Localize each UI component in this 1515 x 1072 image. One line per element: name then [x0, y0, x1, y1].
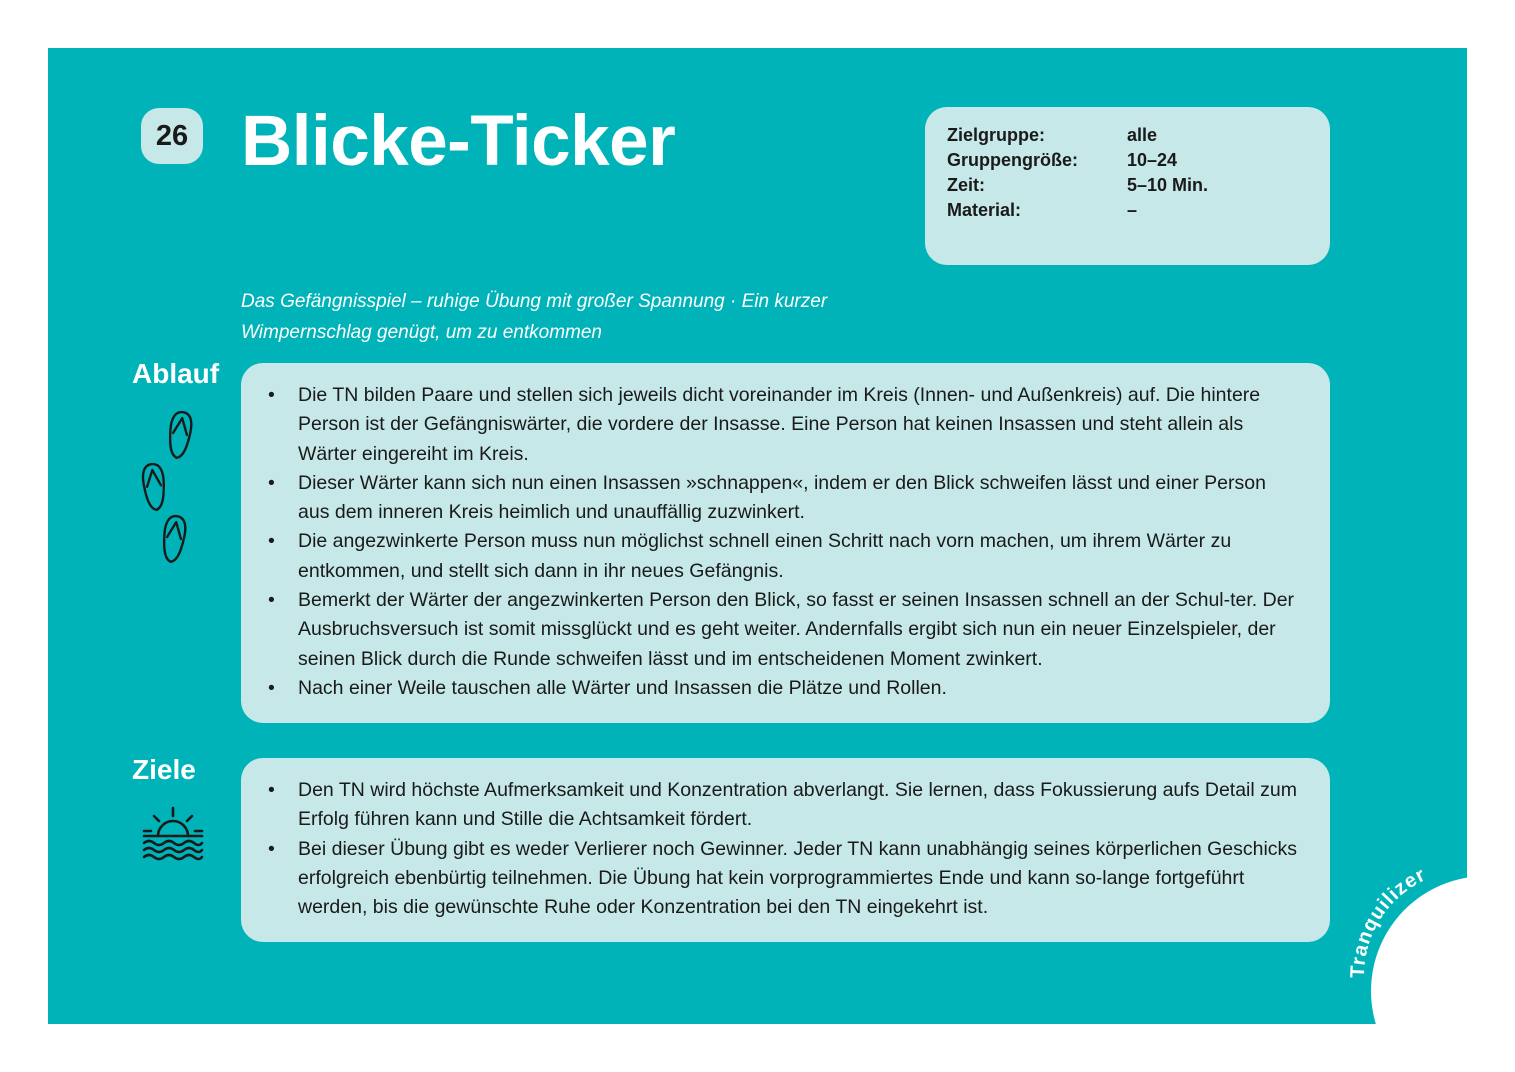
list-item: [266, 835, 1300, 923]
info-row-gruppengroesse: [947, 148, 1330, 173]
bullet: •: [268, 384, 275, 406]
card-subtitle: [241, 286, 941, 348]
category-label-text: Tranquilizer: [1346, 863, 1430, 979]
list-item-text: Den TN wird höchste Aufmerksamkeit und Konzentration abverlangt. Sie lernen, dass Fokussierung aufs Detail zum Erfolg führen kann und Stille die Achtsamkeit fördert.: [298, 779, 1297, 831]
category-label: [1318, 828, 1467, 988]
info-label: Zielgruppe:: [947, 125, 1045, 145]
info-label: Material:: [947, 200, 1022, 220]
info-value: 10–24: [1127, 150, 1178, 170]
list-item: [266, 469, 1300, 528]
list-item-text: Bemerkt der Wärter der angezwinkerten Person den Blick, so fasst er seinen Insassen schnell an der Schul-ter. Der Ausbruchsversuch ist somit missglückt und es geht weiter. Andernfalls ergibt sich nun ein neuer Einzelspieler, der seinen Blick durch die Runde schweifen lässt und im entscheidenen Moment zwinkert.: [298, 589, 1295, 670]
list-item-text: Nach einer Weile tauschen alle Wärter und Insassen die Plätze und Rollen.: [298, 676, 947, 699]
subtitle-line-2: Wimpernschlag genügt, um zu entkommen: [241, 322, 602, 343]
ablauf-list: [266, 381, 1300, 703]
info-row-zeit: [947, 173, 1330, 198]
section-label-ablauf: Ablauf: [132, 358, 220, 389]
info-row-material: [947, 198, 1330, 223]
ziele-box: [241, 758, 1330, 942]
card-title: Blicke-Ticker: [241, 102, 676, 181]
bullet: •: [268, 837, 275, 860]
list-item-text: Die angezwinkerte Person muss nun möglichst schnell einen Schritt nach vorn machen, um ihrem Wärter zu entkommen, und stellt sich dann in ihr neues Gefängnis.: [298, 530, 1232, 582]
list-item-text: Die TN bilden Paare und stellen sich jeweils dicht voreinander im Kreis (Innen- und Außenkreis) auf. Die hintere Person ist der Gefängniswärter, die vordere der Insasse. Eine Person hat keinen Insassen und steht allein als Wärter eingereiht im Kreis.: [298, 384, 1261, 465]
subtitle-line-1: Das Gefängnisspiel – ruhige Übung mit großer Spannung · Ein kurzer: [241, 291, 828, 312]
list-item-text: Dieser Wärter kann sich nun einen Insassen »schnappen«, indem er den Blick schweifen lässt und einer Person aus dem inneren Kreis heimlich und unauffällig zuzwinkert.: [298, 471, 1266, 524]
sunset-icon: [138, 804, 208, 864]
list-item: [266, 776, 1300, 835]
info-label: Zeit:: [947, 175, 985, 195]
activity-card: [48, 48, 1467, 1024]
svg-text:Tranquilizer: [1347, 864, 1430, 979]
list-item: [266, 527, 1300, 586]
bullet: •: [268, 676, 275, 699]
info-value: alle: [1127, 125, 1158, 145]
footprints-icon: [140, 406, 202, 566]
list-item: [266, 674, 1300, 703]
info-row-zielgruppe: [947, 123, 1330, 148]
list-item: [266, 381, 1300, 469]
card-number-badge: 26: [141, 108, 203, 164]
bullet: •: [268, 471, 275, 494]
list-item: [266, 586, 1300, 674]
section-label-ziele: Ziele: [132, 754, 196, 785]
info-value: –: [1127, 200, 1138, 220]
list-item-text: Bei dieser Übung gibt es weder Verlierer noch Gewinner. Jeder TN kann unabhängig seines körperlichen Geschicks erfolgreich ebenbürtig teilnehmen. Die Übung hat kein vorprogrammiertes Ende und kann so-lange fortgeführt werden, bis die gewünschte Ruhe oder Konzentration bei den TN eingekehrt ist.: [298, 837, 1298, 919]
bullet: •: [268, 589, 275, 612]
ablauf-box: [241, 363, 1330, 723]
ziele-list: [266, 776, 1300, 922]
info-box: [925, 107, 1330, 265]
info-value: 5–10 Min.: [1127, 175, 1209, 195]
bullet: •: [268, 779, 275, 801]
info-label: Gruppengröße:: [947, 150, 1078, 170]
bullet: •: [268, 530, 275, 553]
